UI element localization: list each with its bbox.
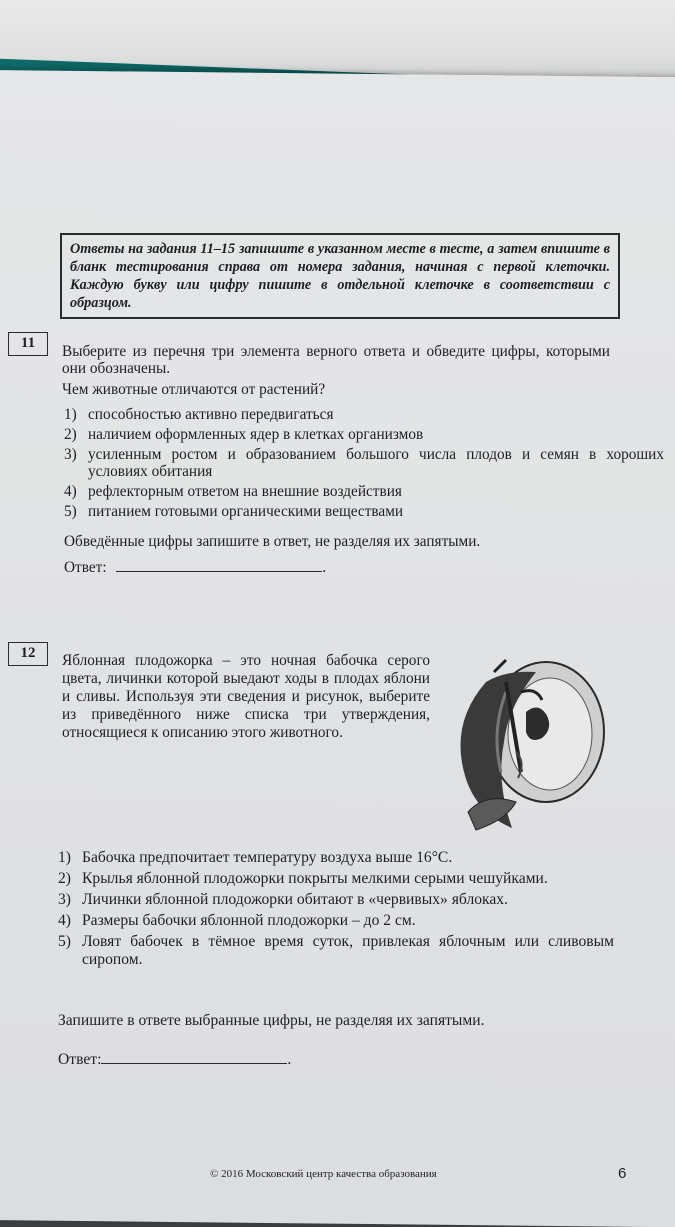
q12-answer-label: Ответ: (58, 1051, 102, 1068)
q12-answer-row (58, 1049, 378, 1068)
q11-option-3[interactable]: 3) усиленным ростом и образованием большого числа плодов и семян в хороших условиях обитания (64, 446, 664, 480)
q12-option-4[interactable]: 4) Размеры бабочки яблонной плодожорки – до 2 см. (58, 912, 416, 929)
instructions-box: Ответы на задания 11–15 запишите в указанном месте в тесте, а затем впишите в бланк тестирования справа от номера задания, начиная с первой клеточки. Каждую букву или цифру пишите в отдельной клеточке в соответствии с образцом. (60, 233, 620, 319)
q12-option-3[interactable]: 3) Личинки яблонной плодожорки обитают в «червивых» яблоках. (58, 891, 508, 908)
q11-note: Обведённые цифры запишите в ответ, не разделяя их запятыми. (64, 533, 481, 550)
q11-options (64, 406, 664, 523)
q12-options (58, 849, 614, 972)
q11-option-1[interactable]: 1) способностью активно передвигаться (64, 406, 334, 423)
q11-option-2[interactable]: 2) наличием оформленных ядер в клетках организмов (64, 426, 424, 443)
q11-question: Чем животные отличаются от растений? (62, 381, 326, 398)
q12-option-1[interactable]: 1) Бабочка предпочитает температуру воздуха выше 16°C. (58, 849, 453, 866)
q11-answer-row (64, 557, 384, 576)
footer-copyright: © 2016 Московский центр качества образования (210, 1168, 437, 1180)
page-number: 6 (618, 1165, 627, 1182)
q12-option-2[interactable]: 2) Крылья яблонной плодожорки покрыты мелкими серыми чешуйками. (58, 870, 548, 887)
q11-answer-period: . (322, 559, 327, 576)
q11-instruction: Выберите из перечня три элемента верного ответа и обведите цифры, которыми они обозначены. (62, 343, 610, 377)
q12-text: Яблонная плодожорка – это ночная бабочка серого цвета, личинки которой выедают ходы в плодах яблони и сливы. Используя эти сведения и рисунок, выберите из приведённого ниже списка три утверждения, относящиеся к описанию этого животного. (62, 652, 430, 741)
q12-note: Запишите в ответе выбранные цифры, не разделяя их запятыми. (58, 1012, 485, 1029)
apple-codling-moth-illustration (446, 652, 606, 840)
q11-option-4[interactable]: 4) рефлекторным ответом на внешние воздействия (64, 483, 402, 500)
q12-option-5[interactable]: 5) Ловят бабочек в тёмное время суток, привлекая яблочным или сливовым сиропом. (58, 933, 614, 968)
q12-answer-line[interactable] (101, 1049, 287, 1064)
q11-answer-label: Ответ: (64, 559, 107, 576)
q11-answer-line[interactable] (116, 557, 322, 572)
question-number-12: 12 (8, 642, 48, 666)
q11-option-5[interactable]: 5) питанием готовыми органическими веществами (64, 503, 404, 520)
q12-answer-period: . (287, 1051, 292, 1068)
question-number-11: 11 (8, 332, 48, 356)
